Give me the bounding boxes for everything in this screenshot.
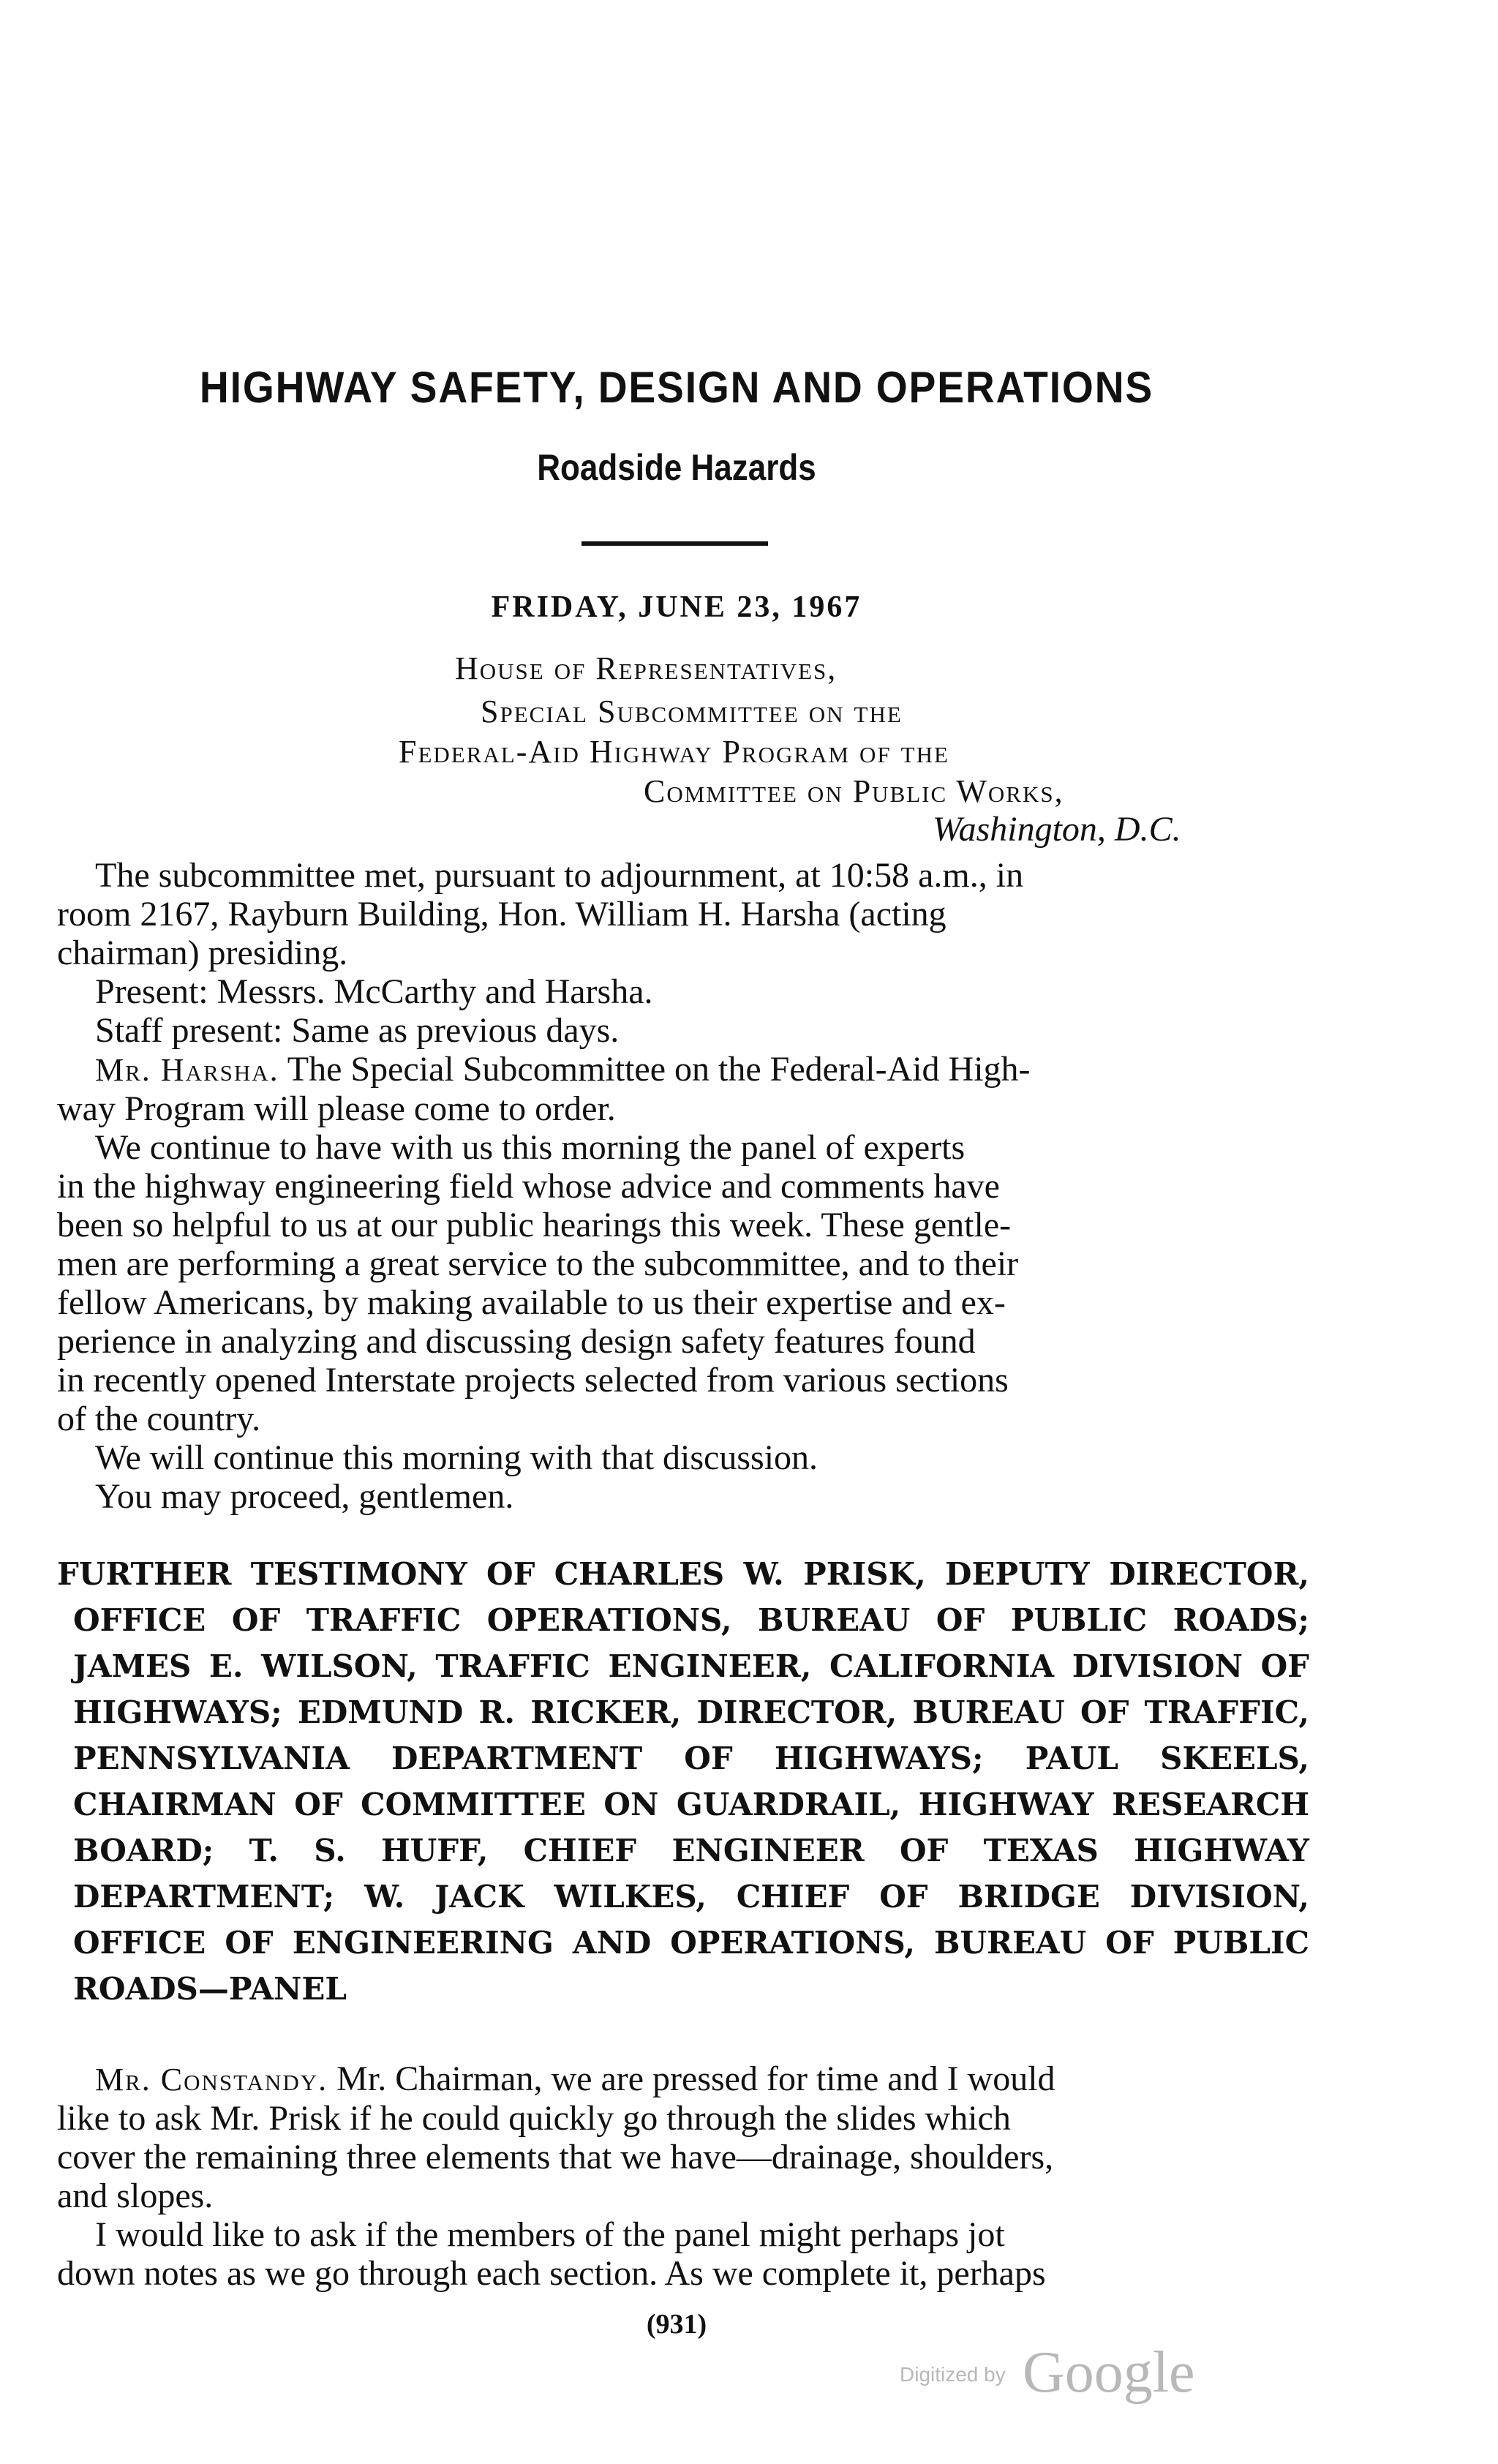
digitized-by-label: Digitized by: [900, 2363, 1006, 2386]
speaker-name: Mr. Harsha.: [95, 1052, 279, 1088]
paragraph-line: chairman) presiding.: [57, 934, 348, 972]
paragraph-line: The Special Subcommittee on the Federal-Aid High-: [287, 1050, 1031, 1089]
paragraph-line: fellow Americans, by making available to us their expertise and ex-: [57, 1283, 1006, 1322]
paragraph-line: men are performing a great service to the subcommittee, and to their: [57, 1244, 1019, 1283]
present-line: Present: Messrs. McCarthy and Harsha.: [95, 972, 653, 1011]
harsha-statement: [57, 1050, 1293, 1089]
title-divider: [581, 541, 768, 546]
paragraph-line: cover the remaining three elements that we have—drainage, shoulders,: [57, 2138, 1054, 2176]
address-line-2: Special Subcommittee on the: [481, 694, 903, 729]
staff-line: Staff present: Same as previous days.: [95, 1011, 620, 1050]
constandy-statement: [57, 2059, 1293, 2099]
paragraph-line: I would like to ask if the members of the panel might perhaps jot: [95, 2215, 1005, 2254]
opening-section: [57, 856, 1293, 1516]
paragraph-line: of the country.: [57, 1400, 261, 1438]
speaker-name: Mr. Constandy.: [95, 2062, 328, 2097]
paragraph-line: down notes as we go through each section. As we complete it, perhaps: [57, 2254, 1046, 2293]
paragraph-line: in the highway engineering field whose advice and comments have: [57, 1167, 1000, 1206]
paragraph-line: We continue to have with us this morning the panel of experts: [95, 1128, 966, 1167]
paragraph-line: been so helpful to us at our public hearings this week. These gentle-: [57, 1206, 1012, 1244]
paragraph-line: You may proceed, gentlemen.: [95, 1477, 514, 1516]
document-title: HIGHWAY SAFETY, DESIGN AND OPERATIONS: [199, 363, 1154, 412]
page-number: (931): [646, 2309, 707, 2340]
hearing-date: FRIDAY, JUNE 23, 1967: [491, 590, 862, 624]
paragraph-line: We will continue this morning with that discussion.: [95, 1438, 818, 1477]
google-watermark: Google: [1023, 2340, 1195, 2405]
paragraph-line: way Program will please come to order.: [57, 1089, 616, 1128]
address-line-4: Committee on Public Works,: [644, 773, 1064, 809]
paragraph-line: room 2167, Rayburn Building, Hon. William H. Harsha (acting: [57, 895, 946, 934]
testimony-heading: FURTHER TESTIMONY OF CHARLES W. PRISK, DEPUTY DIRECTOR, OFFICE OF TRAFFIC OPERATIONS, BUREAU OF PUBLIC ROADS; JAMES E. WILSON, TRAFFIC ENGINEER, CALIFORNIA DIVISION OF HIGHWAYS; EDMUND R. RICKER, DIRECTOR, BUREAU OF TRAFFIC, PENNSYLVANIA DEPARTMENT OF HIGHWAYS; PAUL SKEELS, CHAIRMAN OF COMMITTEE ON GUARDRAIL, HIGHWAY RESEARCH BOARD; T. S. HUFF, CHIEF ENGINEER OF TEXAS HIGHWAY DEPARTMENT; W. JACK WILKES, CHIEF OF BRIDGE DIVISION, OFFICE OF ENGINEERING AND OPERATIONS, BUREAU OF PUBLIC ROADS—PANEL: [57, 1556, 1309, 2007]
address-line-3: Federal-Aid Highway Program of the: [399, 734, 949, 770]
address-line-1: House of Representatives,: [455, 650, 838, 686]
paragraph-line: Mr. Chairman, we are pressed for time and I would: [336, 2059, 1055, 2098]
paragraph-line: in recently opened Interstate projects selected from various sections: [57, 1361, 1009, 1400]
paragraph-line: like to ask Mr. Prisk if he could quickly go through the slides which: [57, 2099, 1011, 2138]
paragraph-line: and slopes.: [57, 2176, 214, 2215]
address-line-5: Washington, D.C.: [933, 810, 1181, 849]
paragraph-line: The subcommittee met, pursuant to adjournment, at 10:58 a.m., in: [95, 856, 1024, 895]
paragraph-line: perience in analyzing and discussing design safety features found: [57, 1322, 976, 1361]
closing-section: [57, 2059, 1293, 2293]
document-subtitle: Roadside Hazards: [537, 447, 816, 488]
